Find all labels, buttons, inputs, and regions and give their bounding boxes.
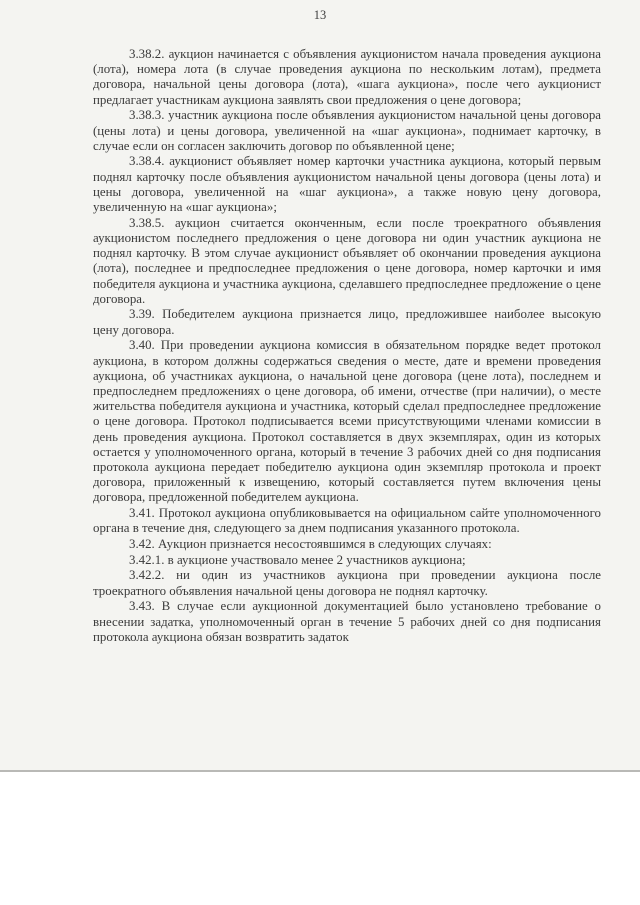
- paragraph-3-42: 3.42. Аукцион признается несостоявшимся в следующих случаях:: [129, 537, 492, 551]
- paragraph-3-43: 3.43. В случае если аукционной документацией было установлено требование о внесении задатка, уполномоченный орган в течение 5 рабочих дней со дня подписания протокола аукциона обязан возвратить задаток: [93, 599, 601, 644]
- paragraph-3-38-5: 3.38.5. аукцион считается оконченным, если после троекратного объявления аукционистом последнего предложения о цене договора ни один участник аукциона не поднял карточку. В этом случае аукционист объявляет об окончании проведения аукциона (лота), последнее и предпоследнее предложения о цене договора, номер карточки и имя победителя аукциона и участника аукциона, сделавшего предпоследнее предложение о цене договора.: [93, 215, 601, 306]
- blank-bottom-area: [0, 772, 640, 905]
- paragraph-3-38-4: 3.38.4. аукционист объявляет номер карточки участника аукциона, который первым поднял карточку после объявления аукционистом начальной цены договора (цены лота) и цены договора, увеличенной на «шаг аукциона», а также новую цену договора, увеличенную на «шаг аукциона»;: [93, 154, 601, 215]
- paragraph-3-42-1: 3.42.1. в аукционе участвовало менее 2 участников аукциона;: [129, 552, 466, 567]
- document-body: [93, 47, 601, 645]
- paragraph-3-41: 3.41. Протокол аукциона опубликовывается на официальном сайте уполномоченного органа в течение дня, следующего за днем подписания указанного протокола.: [93, 506, 601, 536]
- page-number: 13: [313, 8, 327, 22]
- paragraph-3-38-3: 3.38.3. участник аукциона после объявления аукционистом начальной цены договора (цены лота) и цены договора, увеличенной на «шаг аукциона», поднимает карточку, в случае если он согласен заключить договор по объявленной цене;: [93, 108, 601, 153]
- paragraph-3-40: 3.40. При проведении аукциона комиссия в обязательном порядке ведет протокол аукциона, в котором должны содержаться сведения о месте, дате и времени проведения аукциона, об участниках аукциона, о начальной цене договора (цене лота), последнем и предпоследнем предложениях о цене договора, об имени, отчестве (при наличии), о месте жительства победителя аукциона и участника, который сделал предпоследнее предложение о цене договора. Протокол подписывается всеми присутствующими членами комиссии в день проведения аукциона. Протокол составляется в двух экземплярах, один из которых остается у уполномоченного органа, который в течение 3 рабочих дней со дня подписания протокола аукциона передает победителю аукциона один экземпляр протокола и проект договора, приложенный к извещению, который составляется путем включения цены договора, предложенной победителем аукциона.: [93, 338, 601, 505]
- paragraph-3-39: 3.39. Победителем аукциона признается лицо, предложившее наиболее высокую цену договора.: [93, 307, 601, 337]
- paragraph-3-42-2: 3.42.2. ни один из участников аукциона при проведении аукциона после троекратного объявления начальной цены договора не поднял карточку.: [93, 568, 601, 598]
- paragraph-3-38-2: 3.38.2. аукцион начинается с объявления аукционистом начала проведения аукциона (лота), номера лота (в случае проведения аукциона по нескольким лотам), предмета договора, начальной цены договора (лота), «шага аукциона», после чего аукционист предлагает участникам аукциона заявлять свои предложения о цене договора;: [93, 47, 601, 107]
